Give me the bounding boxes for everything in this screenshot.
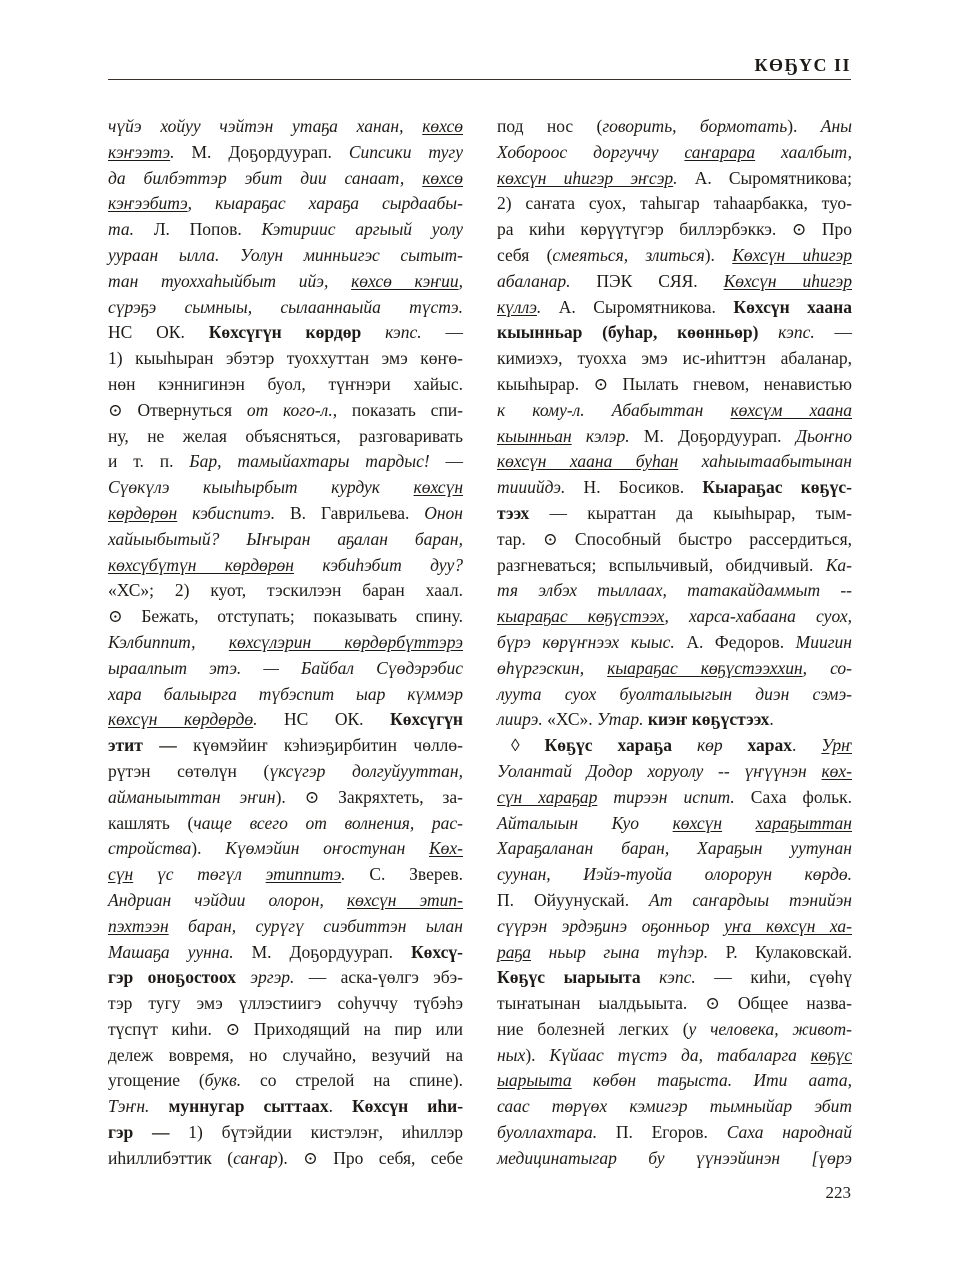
running-head: КӨҔҮС II <box>754 55 851 75</box>
text-line: көхсүн көрдөрдө. НС ОК. Көхсүгүн <box>108 709 463 730</box>
text-line: нөн кэннигинэн буол, түҥнэри хайыс. <box>108 373 463 394</box>
text-line: тар. ⊙ Способный быстро рассердиться, <box>497 528 852 549</box>
text-line: көхсүн иһигэр эҥсэр. А. Сыромятникова; <box>497 167 852 188</box>
header-rule <box>108 79 851 80</box>
text-line: сүрэҕэ сымныы, сылааннаыйа түстэ. <box>108 296 463 317</box>
text-line: дележ вовремя, но случайно, везучий на <box>108 1044 463 1065</box>
text-line: сүн үс төгүл этиппитэ. С. Зверев. <box>108 864 463 885</box>
text-line: кимиэхэ, туохха эмэ ис-иһиттэн абаланар, <box>497 348 852 369</box>
text-line: себя (смеяться, злиться). Көхсүн иһигэр <box>497 244 852 265</box>
text-line: сүүрэн эрдэҕинэ оҕонньор уҥа көхсүн ха- <box>497 915 852 936</box>
text-line: ра киһи көрүүтүгэр биллэрбэккэ. ⊙ Про <box>497 219 852 240</box>
text-line: уураан ылла. Уолун минньигэс сытыт- <box>108 244 463 265</box>
text-line: тииийдэ. Н. Босиков. Кыараҕас көҕүс- <box>497 477 852 498</box>
text-line: медицинатыгар бу үүнээйинэн [үөрэ <box>497 1147 852 1168</box>
text-line: Хобороос доргуччу саҥарара хаалбыт, <box>497 141 853 162</box>
text-line: рүтэн сөтөлүн (үксүгэр долгуйууттан, <box>108 760 463 781</box>
text-line: кэҥээбитэ, кыараҕас хараҕа сырдаабы- <box>108 193 463 214</box>
text-line: өһүргэскин, кыараҕас көҕүстээххин, со- <box>497 657 852 678</box>
text-line: ыарыыта көбөн таҕыста. Ити аата, <box>497 1070 852 1091</box>
text-line: «ХС»; 2) куот, тэскилээн баран хаал. <box>108 580 463 601</box>
text-line: сүн хараҕар тирээн испит. Саха фольк. <box>497 786 853 807</box>
text-line: под нос (говорить, бормотать). Аны <box>497 116 852 136</box>
text-line: раҕа ньыр гына түһэр. Р. Кулаковскай. <box>497 941 853 962</box>
text-line: Андриан чэйдии олорон, көхсүн этип- <box>108 889 463 910</box>
text-line: чүйэ хойуу чэйтэн утаҕа ханан, көхсө <box>108 116 463 136</box>
text-line: ну, не желая объясняться, разговаривать <box>108 425 463 446</box>
text-line: Айталыын Куо көхсүн хараҕыттан <box>497 812 852 833</box>
text-line: күллэ. А. Сыромятникова. Көхсүн хаана <box>497 296 853 317</box>
text-line: көрдөрөн кэбиспитэ. В. Гаврильева. Онон <box>108 502 463 523</box>
text-line: суунан, Иэйэ-туойа олорорун көрдө. <box>497 864 852 885</box>
text-line: лиирэ. «ХС». Утар. киэҥ көҕүстээх. <box>497 709 774 730</box>
text-line: көхсүн хаана буһан хаһыытаабытынан <box>497 451 852 472</box>
text-line: и т. п. Бар, тамыйахтары тардыс! — <box>108 451 463 472</box>
text-line: гэр — 1) бүтэйдии кистэлэҥ, иһиллэр <box>108 1122 463 1143</box>
text-line: кыыһырар. ⊙ Пылать гневом, ненавистью <box>497 373 852 394</box>
text-line: бүрэ көрүҥнээх кыыс. А. Федоров. Миигин <box>497 631 852 652</box>
text-line: луута суох буолталыыгын диэн сэмэ- <box>497 683 852 704</box>
text-line: Хараҕаланан баран, Хараҕын уутунан <box>497 838 852 859</box>
text-line: ыраалпыт этэ. — Байбал Сүөдэрэбис <box>108 657 463 678</box>
text-line: тээх — кыраттан да кыыһырар, тым- <box>497 502 852 523</box>
text-line: Уолантай Додор хоруолу -- үҥүүнэн көх- <box>497 760 852 781</box>
text-line: иһиллибэттик (саҥар). ⊙ Про себя, себе <box>108 1147 463 1168</box>
text-line: ных). Күйаас түстэ да, табаларга көҕүс <box>497 1044 852 1065</box>
text-line: угощение (букв. со стрелой на спине). <box>108 1070 463 1091</box>
text-line: түспүт киһи. ⊙ Приходящий на пир или <box>108 1018 463 1039</box>
text-line: айманыыттан эҥин). ⊙ Закряхтеть, за- <box>108 786 463 807</box>
text-line: ⊙ Бежать, отступать; показывать спину. <box>108 606 463 627</box>
text-line: Сүөкүлэ кыыһырбыт курдук көхсүн <box>108 477 463 498</box>
text-line: Көҕүс ыарыыта кэпс. — киһи, сүөһү <box>497 967 852 988</box>
text-line: кыынньар (буһар, көөнньөр) кэпс. — <box>497 322 853 343</box>
text-line: пэхтээн баран, сурүгү сиэбиттэн ылан <box>108 915 463 936</box>
text-line: ⊙ Отвернуться от кого-л., показать спи- <box>108 399 463 420</box>
text-line: разгневаться; вспыльчивый, обидчивый. Ка- <box>497 554 852 575</box>
left-column <box>108 114 463 1172</box>
text-line: П. Ойуунускай. Ат саҥардыы тэнийэн <box>497 889 852 910</box>
text-line: 2) саҥата суох, таһыгар таһаарбакка, туо- <box>497 193 852 214</box>
text-line: көхсүбүтүн көрдөрөн кэбиһэбит дуу? <box>108 554 463 575</box>
text-line: кэҥээтэ. М. Доҕордуурап. Сипсики тугу <box>108 141 463 162</box>
text-line: Тэҥн. муннугар сыттаах. Көхсүн иһи- <box>108 1096 464 1117</box>
text-line: ние болезней легких (у человека, живот- <box>497 1018 852 1039</box>
text-line: абаланар. ПЭК СЯЯ. Көхсүн иһигэр <box>497 270 852 291</box>
text-line: НС ОК. Көхсүгүн көрдөр кэпс. — <box>108 322 464 343</box>
page-number: 223 <box>825 1183 851 1202</box>
text-line: гэр оноҕостоох эргэр. — аска-үөлгэ эбэ- <box>108 967 463 988</box>
text-line: к кому-л. Абабыттан көхсүм хаана <box>497 399 853 420</box>
text-line: Кэлбиппит, көхсүлэрин көрдөрбүттэрэ <box>108 631 463 652</box>
text-line: саас төрүөх кэмигэр тымныйар эбит <box>497 1096 852 1117</box>
text-line: кыараҕас көҕүстээх, харса-хабаана суох, <box>497 606 852 627</box>
text-line: тя элбэх тыллаах, татакайдаммыт -- <box>497 580 852 601</box>
text-line: кашлять (чаще всего от волнения, рас- <box>108 812 463 833</box>
text-line: хайыыбытый? Ыҥыран аҕалан баран, <box>108 528 463 549</box>
text-line: буоллахтара. П. Егоров. Саха народнай <box>497 1122 852 1143</box>
text-line: тэр тугу эмэ үллэстиигэ соһуччу түбэһэ <box>108 993 463 1014</box>
right-column <box>497 114 852 1172</box>
text-line: да билбэттэр эбит дии санаат, көхсө <box>108 167 463 188</box>
text-line: стройства). Күөмэйин оҥостунан Көх- <box>108 838 463 859</box>
text-line: 1) кыыһыран эбэтэр туоххуттан эмэ көҥө- <box>108 348 463 369</box>
text-line: тыҥатынан ыалдьыыта. ⊙ Общее назва- <box>497 993 852 1014</box>
text-line: хара балыырга түбэспит ыар күммэр <box>108 683 463 704</box>
text-line: Машаҕа уунна. М. Доҕордуурап. Көхсү- <box>108 941 464 962</box>
text-line: та. Л. Попов. Кэтириис аргыый уолу <box>108 219 463 240</box>
text-line: этит — күөмэйиҥ кэһиэҕирбитин чөллө- <box>108 735 463 756</box>
text-line: тан туоххаһыйбыт ийэ, көхсө кэҥии, <box>108 270 463 291</box>
text-line: кыынньан кэлэр. М. Доҕордуурап. Дьоҥно <box>497 425 852 446</box>
text-line: ◊ Көҕүс хараҕа көр харах. Урҥ <box>511 735 853 756</box>
